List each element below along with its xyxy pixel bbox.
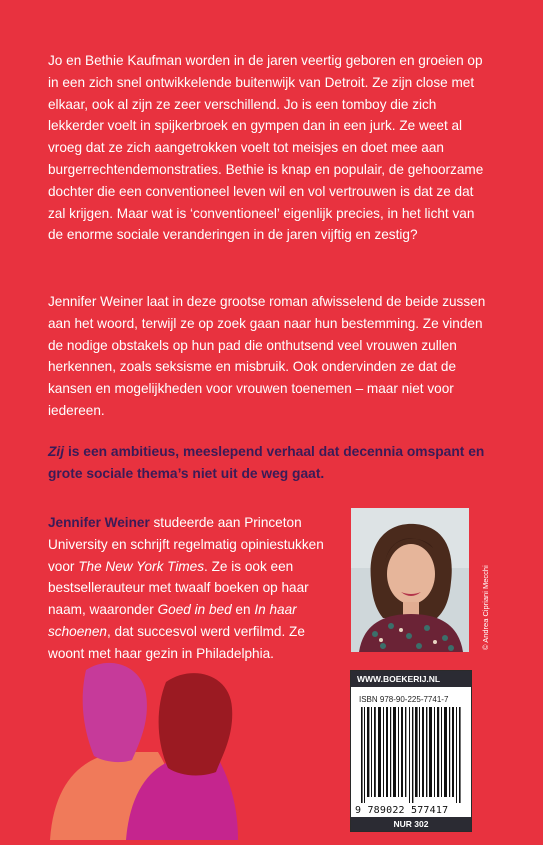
publication-name: The New York Times [78, 558, 205, 574]
isbn-text: ISBN 978-90-225-7741-7 [359, 695, 449, 704]
bio-text-1: studeerde aan Princeton University en schrijft regelmatig opiniestukken voor [48, 515, 324, 574]
bio-text-4: , dat succesvol werd verfilmd. Ze woont met haar gezin in Philadelphia. [48, 623, 305, 661]
barcode-bars [357, 707, 465, 803]
barcode-panel [350, 670, 472, 832]
barcode-digits: 9 789022 577417 [355, 805, 449, 816]
bio-text-2: . Ze is ook een bestsellerauteur met twaalf boeken op haar naam, waaronder [48, 558, 309, 618]
book-title-1: Goed in bed [157, 602, 232, 618]
tagline-text: is een ambitieus, meeslepend verhaal dat decennia omspant en grote sociale thema’s niet uit de weg gaat. [48, 444, 485, 481]
author-name: Jennifer Weiner [48, 515, 150, 530]
bio-text-3: en [231, 602, 255, 618]
blurb-tagline [48, 441, 498, 485]
author-bio [48, 512, 338, 665]
book-title: Zij [48, 444, 65, 459]
nur-code: NUR 302 [351, 817, 471, 831]
publisher-url: WWW.BOEKERIJ.NL [351, 671, 471, 687]
author-photo [351, 508, 469, 652]
blurb-paragraph-2: Jennifer Weiner laat in deze grootse roman afwisselend de beide zussen aan het woord, terwijl ze op zoek gaan naar hun bestemming. Ze vinden de nodige obstakels op hun pad die onthutsend veel vrouwen zullen herkennen, zoals seksisme en misbruik. Ook ondervinden ze dat de kansen en mogelijkheden voor vrouwen toenemen – maar niet voor iedereen. [48, 294, 486, 418]
photo-credit: © Andrea Cipriani Mecchi [481, 565, 490, 650]
blurb-paragraph-1: Jo en Bethie Kaufman worden in de jaren veertig geboren en groeien op in een zich snel ontwikkelende buitenwijk van Detroit. Ze zijn close met elkaar, ook al zijn ze zeer verschillend. Jo is een tomboy die zich lekkerder voelt in spijkerbroek en gympen dan in een jurk. Ze weet al vroeg dat ze zich aangetrokken voelt tot meisjes en doet mee aan burgerrechtendemonstraties. Bethie is knap en populair, de gehoorzame dochter die een conventioneel leven wil en vol vertrouwen is dat ze dat zal krijgen. Maar wat is ‘conventioneel’ eigenlijk precies, in het licht van de enorme sociale veranderingen in de jaren vijftig en zestig? [48, 53, 484, 243]
sisters-illustration [40, 660, 240, 845]
book-title-2: In haar schoenen [48, 602, 297, 639]
